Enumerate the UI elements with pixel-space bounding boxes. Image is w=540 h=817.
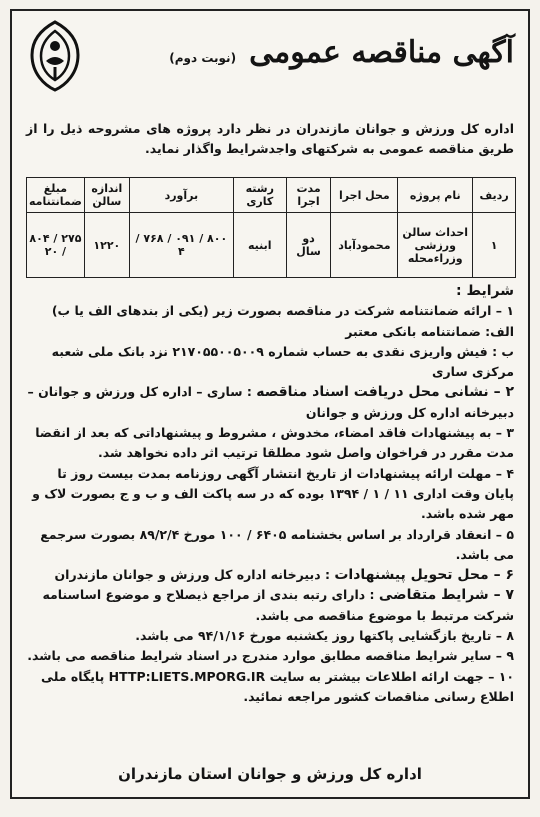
condition-9: ۹ – سایر شرایط مناقصه مطابق موارد مندرج در اسناد شرایط مناقصه می باشد. — [27, 648, 514, 664]
cell-project: احداث سالن ورزشی وزراءمحله — [398, 213, 473, 278]
condition-10-text-a: ۱۰ – جهت ارائه اطلاعات بیشتر به سایت — [269, 668, 514, 684]
table-row — [27, 213, 516, 278]
condition-2-text: : ساری – اداره کل ورزش و جوانان – دبیرخانه اداره کل ورزش و جوانان — [27, 384, 514, 420]
cell-size: ۱۲۲۰ — [84, 213, 129, 278]
title-block — [169, 35, 514, 70]
condition-2-label: ۲ – نشانی محل دریافت اسناد مناقصه — [256, 384, 514, 401]
col-location: محل اجرا — [331, 178, 398, 213]
conditions-section — [26, 281, 514, 707]
condition-10-text-b: پایگاه ملی اطلاع رسانی مناقصات کشور مراجعه نمائید. — [41, 668, 514, 704]
cell-estimate: ۸۰۰ / ۰۹۱ / ۷۶۸ / ۴ — [129, 213, 233, 278]
col-size: اندازه سالن — [84, 178, 129, 213]
condition-5: ۵ – انعقاد قرارداد بر اساس بخشنامه ۶۴۰۵ / ۱۰۰ مورخ ۸۹/۲/۴ بصورت سرجمع می باشد. — [40, 526, 514, 562]
condition-3: ۳ – به پیشنهادات فاقد امضاء، مخدوش ، مشروط و پیشنهاداتی که بعد از انقضا مدت مقرر در فراخوان واصل شود مطلقا ترتیب اثر داده نخواهد شد. — [35, 425, 514, 461]
notice-title: آگهی مناقصه عمومی — [249, 35, 514, 70]
notice-page — [10, 9, 530, 799]
notice-subtitle: (نوبت دوم) — [169, 51, 237, 65]
condition-1a: الف: ضمانتنامه بانکی معتبر — [345, 323, 514, 339]
notice-header — [20, 17, 520, 107]
cell-duration: دو سال — [286, 213, 331, 278]
ministry-logo-icon — [24, 19, 86, 93]
condition-10-url: HTTP:LIETS.MPORG.IR — [108, 668, 266, 684]
intro-paragraph: اداره کل ورزش و جوانان مازندران در نظر دارد پروژه های مشروحه ذیل را از طریق مناقصه عمومی به شرکتهای واجدشرایط واگذار نماید. — [26, 121, 514, 156]
projects-table — [26, 177, 516, 278]
condition-6-label: ۶ – محل تحویل پیشنهادات — [334, 567, 514, 584]
cell-field: ابنیه — [233, 213, 286, 278]
col-guarantee: مبلغ ضمانتنامه — [27, 178, 85, 213]
condition-10 — [26, 667, 514, 708]
condition-8: ۸ – تاریخ بازگشایی پاکتها روز یکشنبه مورخ ۹۴/۱/۱۶ می باشد. — [135, 628, 514, 644]
condition-4: ۴ – مهلت ارائه پیشنهادات از تاریخ انتشار آگهی روزنامه بمدت بیست روز تا پایان وقت اداری ۱۱ / ۱ / ۱۳۹۴ بوده که در سه پاکت الف و ب و ج بصورت لاک و مهر شده باشد. — [32, 465, 514, 522]
condition-7-label: ۷ – شرایط متقاضی — [378, 587, 514, 604]
col-row: ردیف — [473, 178, 516, 213]
table-header-row — [27, 178, 516, 213]
condition-1b: ب : فیش واریزی نقدی به حساب شماره ۲۱۷۰۵۵۰۰۵۰۰۹ نزد بانک ملی شعبه مرکزی ساری — [51, 343, 514, 380]
col-duration: مدت اجرا — [286, 178, 331, 213]
condition-7-text: : دارای رتبه بندی از مراجع ذیصلاح و موضوع اساسنامه شرکت مرتبط با موضوع مناقصه می باشد. — [42, 587, 514, 623]
condition-1: ۱ – ارائه ضمانتنامه شرکت در مناقصه بصورت زیر (یکی از بندهای الف یا ب) — [51, 303, 514, 319]
col-estimate: برآورد — [129, 178, 233, 213]
signature: اداره کل ورزش و جوانان استان مازندران — [118, 765, 422, 783]
condition-6 — [26, 565, 514, 585]
cell-guarantee: ۲۷۵ / ۸۰۴ / ۲۰ — [27, 213, 85, 278]
condition-7 — [26, 585, 514, 626]
condition-2 — [26, 382, 514, 423]
col-project: نام پروژه — [398, 178, 473, 213]
cell-row: ۱ — [473, 213, 516, 278]
col-field: رشته کاری — [233, 178, 286, 213]
cell-location: محمودآباد — [331, 213, 398, 278]
condition-6-text: : دبیرخانه اداره کل ورزش و جوانان مازندران — [54, 567, 330, 583]
conditions-heading: شرایط : — [456, 283, 514, 299]
